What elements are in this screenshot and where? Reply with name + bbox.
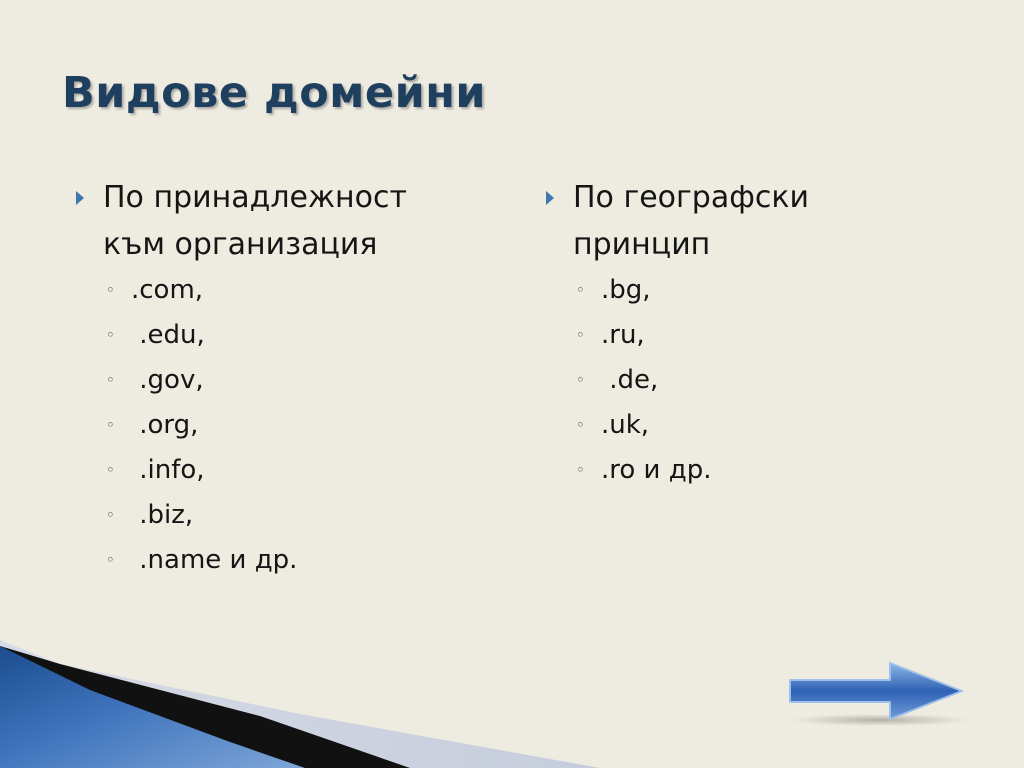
right-arrow-icon[interactable] (790, 663, 962, 719)
domain-label: .edu, (131, 320, 205, 350)
circle-bullet-icon: ◦ (106, 281, 115, 299)
circle-bullet-icon: ◦ (576, 416, 585, 434)
domain-list (72, 268, 472, 583)
circle-bullet-icon: ◦ (106, 506, 115, 524)
circle-bullet-icon: ◦ (576, 461, 585, 479)
arrow-shadow (790, 714, 966, 726)
circle-bullet-icon: ◦ (106, 551, 115, 569)
circle-bullet-icon: ◦ (106, 461, 115, 479)
heading-line: По принадлежност (103, 180, 407, 215)
triangle-bullet-icon (76, 191, 84, 205)
domain-label: .gov, (131, 365, 204, 395)
column-by-geography (542, 174, 902, 493)
heading-line: По географски (573, 180, 809, 215)
list-item (72, 403, 472, 448)
main-bullet-item (72, 174, 472, 268)
corner-blue-band (0, 646, 305, 768)
list-item (542, 403, 902, 448)
list-item (542, 313, 902, 358)
slide-title: Видове домейни (62, 68, 487, 118)
list-item (72, 268, 472, 313)
list-item (542, 358, 902, 403)
list-item (72, 448, 472, 493)
list-item (542, 268, 902, 313)
domain-label: .name и др. (131, 545, 298, 575)
list-item (72, 313, 472, 358)
circle-bullet-icon: ◦ (576, 281, 585, 299)
list-item (72, 538, 472, 583)
domain-label: .de, (601, 365, 659, 395)
circle-bullet-icon: ◦ (576, 326, 585, 344)
list-item (72, 493, 472, 538)
domain-label: .ru, (601, 320, 645, 350)
list-item (542, 448, 902, 493)
main-bullet-item (542, 174, 902, 268)
domain-label: .uk, (601, 410, 650, 440)
corner-light-band (0, 640, 600, 768)
domain-label: .com, (131, 275, 204, 305)
circle-bullet-icon: ◦ (106, 371, 115, 389)
circle-bullet-icon: ◦ (106, 326, 115, 344)
circle-bullet-icon: ◦ (576, 371, 585, 389)
heading-line: принцип (573, 227, 711, 262)
corner-black-band (0, 646, 410, 768)
column-by-organization (72, 174, 472, 583)
domain-label: .ro и др. (601, 455, 712, 485)
domain-label: .biz, (131, 500, 194, 530)
next-arrow-button[interactable] (788, 660, 966, 726)
domain-label: .org, (131, 410, 199, 440)
domain-label: .info, (131, 455, 205, 485)
domain-label: .bg, (601, 275, 651, 305)
domain-list (542, 268, 902, 493)
triangle-bullet-icon (546, 191, 554, 205)
circle-bullet-icon: ◦ (106, 416, 115, 434)
heading-line: към организация (103, 227, 378, 262)
list-item (72, 358, 472, 403)
